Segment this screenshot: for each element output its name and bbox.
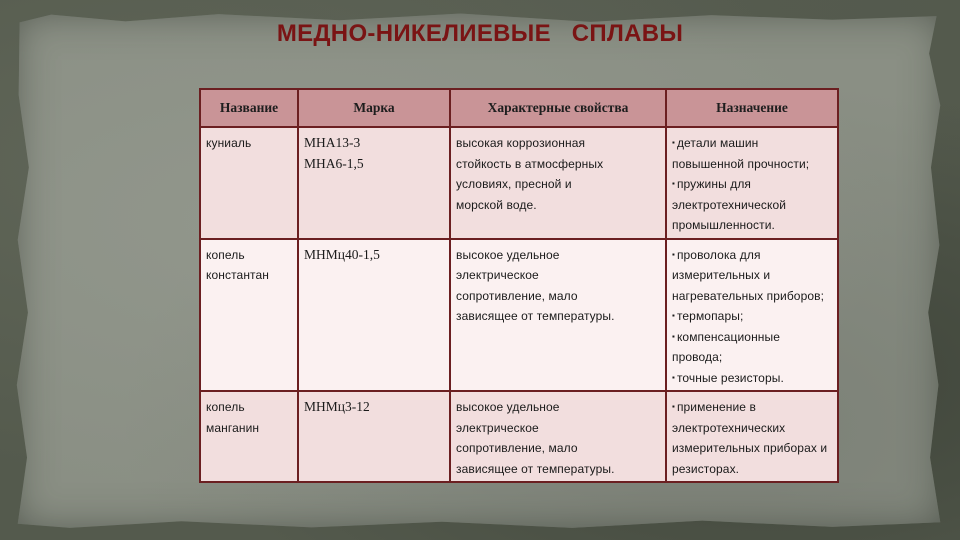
slide-title: МЕДНО-НИКЕЛИЕВЫЕ СПЛАВЫ (276, 20, 684, 47)
name-line: константан (206, 268, 270, 282)
cell-name (200, 127, 298, 239)
grade-line: МНМц3-12 (304, 399, 370, 414)
grade-line: МНМц40-1,5 (304, 246, 380, 262)
name-line: копель (206, 247, 245, 262)
cell-properties (450, 391, 666, 482)
properties-line: электрическое (456, 268, 539, 282)
bullet-icon: ▪ (672, 311, 675, 320)
cell-grade (298, 391, 450, 482)
cell-name (200, 239, 298, 392)
alloys-table (199, 88, 839, 483)
cell-name (200, 391, 298, 482)
properties-line: условиях, пресной и (456, 177, 572, 191)
purpose-line: ▪ детали машин (672, 136, 759, 150)
properties-line: морской воде. (456, 197, 537, 212)
bullet-icon: ▪ (672, 402, 675, 411)
cell-properties (450, 127, 666, 239)
properties-line: стойкость в атмосферных (456, 156, 604, 171)
purpose-line: нагревательных приборов; (672, 288, 825, 303)
properties-line: зависящее от температуры. (456, 461, 615, 476)
table-row (200, 127, 838, 239)
grade-line: МНА13-3 (304, 135, 361, 150)
bullet-icon: ▪ (672, 249, 675, 259)
header-name: Название (200, 89, 298, 127)
purpose-line: ▪ термопары; (672, 309, 744, 323)
name-line: копель (206, 400, 245, 414)
table-header-row (200, 89, 838, 127)
properties-line: сопротивление, мало (456, 288, 578, 303)
cell-purpose (666, 391, 838, 482)
name-line: манганин (206, 420, 260, 435)
purpose-line: ▪ применение в (672, 400, 756, 414)
properties-line: высокое удельное (456, 400, 560, 414)
bullet-icon: ▪ (672, 138, 675, 147)
purpose-line: ▪ пружины для (672, 177, 752, 191)
properties-line: электрическое (456, 420, 539, 435)
name-line: куниаль (206, 136, 252, 150)
purpose-line: ▪ проволока для (672, 247, 761, 262)
properties-line: высокое удельное (456, 247, 560, 262)
cell-purpose (666, 239, 838, 392)
cell-grade (298, 127, 450, 239)
properties-line: сопротивление, мало (456, 441, 578, 455)
properties-line: высокая коррозионная (456, 136, 586, 150)
purpose-line: ▪ точные резисторы. (672, 370, 784, 385)
purpose-line: провода; (672, 350, 723, 364)
purpose-line: измерительных приборах и (672, 441, 828, 455)
header-properties: Характерные свойства (450, 89, 666, 127)
purpose-line: промышленности. (672, 218, 775, 232)
cell-purpose (666, 127, 838, 239)
cell-properties (450, 239, 666, 392)
purpose-line: электротехнических (672, 420, 786, 435)
purpose-line: электротехнической (672, 197, 787, 212)
purpose-line: повышенной прочности; (672, 156, 810, 171)
bullet-icon: ▪ (672, 372, 675, 382)
grade-line: МНА6-1,5 (304, 155, 364, 171)
alloys-table-frame (199, 88, 839, 476)
table-row (200, 239, 838, 392)
purpose-line: резисторах. (672, 461, 740, 476)
header-purpose: Назначение (666, 89, 838, 127)
table-row (200, 391, 838, 482)
properties-line: зависящее от температуры. (456, 309, 615, 323)
header-grade: Марка (298, 89, 450, 127)
cell-grade (298, 239, 450, 392)
bullet-icon: ▪ (672, 179, 675, 188)
bullet-icon: ▪ (672, 331, 675, 341)
purpose-line: ▪ компенсационные (672, 329, 781, 344)
purpose-line: измерительных и (672, 268, 771, 282)
